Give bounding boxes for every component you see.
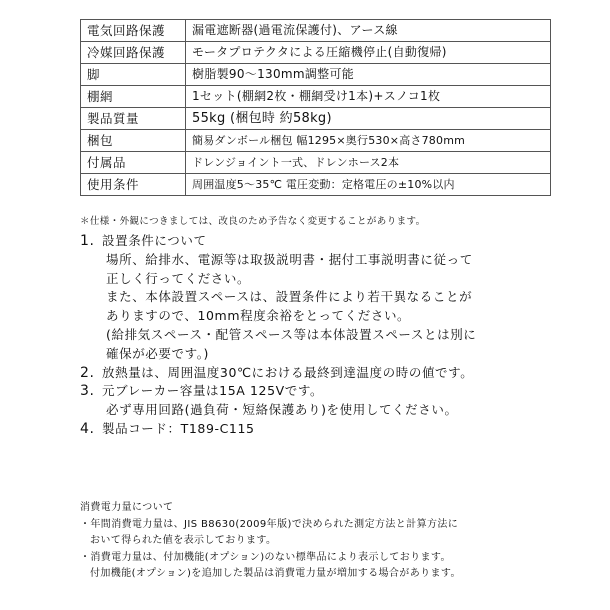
note-number: 3. <box>80 383 95 400</box>
spec-row-packaging <box>81 130 551 152</box>
note-item-3 <box>80 382 600 401</box>
spec-label: 電気回路保護 <box>81 20 186 42</box>
spec-label: 製品質量 <box>81 108 186 130</box>
installation-notes <box>80 232 600 439</box>
power-title: 消費電力量について <box>80 502 174 513</box>
spec-label: 棚網 <box>81 86 186 108</box>
product-code: 製品コード：T189-C115 <box>102 420 255 436</box>
note-line: 正しく行ってください。 <box>106 270 251 286</box>
spec-row-conditions <box>81 174 551 196</box>
power-bullet: ・年間消費電力量は、JIS B8630(2009年版)で決められた測定方法と計算方法に <box>80 518 459 530</box>
note-item-1 <box>80 232 600 251</box>
spec-footnote: ＊仕様・外観につきましては、改良のため予告なく変更することがあります。 <box>80 216 426 227</box>
spec-row-accessories <box>81 152 551 174</box>
note-number: 1. <box>80 233 95 249</box>
spec-row-electrical-protection <box>81 20 551 42</box>
spec-label: 使用条件 <box>81 174 186 196</box>
spec-value: 1セット(棚網2枚・棚網受け1本)+スノコ1枚 <box>186 86 551 108</box>
note-line: また、本体設置スペースは、設置条件により若干異なることが <box>106 289 473 305</box>
spec-value: モータプロテクタによる圧縮機停止(自動復帰) <box>186 42 551 64</box>
note-item-2 <box>80 364 600 383</box>
spec-label: 冷媒回路保護 <box>81 42 186 64</box>
spec-row-weight <box>81 108 551 130</box>
spec-label: 付属品 <box>81 152 186 174</box>
note-line: (給排気スペース・配管スペース等は本体設置スペースとは別に <box>106 326 477 342</box>
spec-row-refrigerant-protection <box>81 42 551 64</box>
power-bullet: ・消費電力量は、付加機能(オプション)のない標準品により表示しております。 <box>80 551 451 563</box>
note-line: ありますので、10mm程度余裕をとってください。 <box>106 308 411 324</box>
spec-table <box>80 19 551 196</box>
spec-value: 55kg (梱包時 約58kg) <box>186 108 551 130</box>
power-bullet-cont: おいて得られた値を表示しております。 <box>90 535 277 546</box>
spec-label: 梱包 <box>81 130 186 152</box>
spec-value: 簡易ダンボール梱包 幅1295×奥行530×高さ780mm <box>186 130 551 152</box>
spec-value: 漏電遮断器(過電流保護付)、アース線 <box>186 20 551 42</box>
power-consumption-notes <box>80 500 461 583</box>
spec-value: 樹脂製90～130mm調整可能 <box>186 64 551 86</box>
note-line: 必ず専用回路(過負荷・短絡保護あり)を使用してください。 <box>106 402 458 418</box>
spec-row-legs <box>81 64 551 86</box>
note-line: 場所、給排水、電源等は取扱説明書・据付工事説明書に従って <box>106 251 473 267</box>
spec-value: ドレンジョイント一式、ドレンホース2本 <box>186 152 551 174</box>
note-item-4 <box>80 420 600 439</box>
spec-value: 周囲温度5～35℃ 電圧変動：定格電圧の±10%以内 <box>186 174 551 196</box>
note-title: 設置条件について <box>102 233 207 248</box>
note-line: 確保が必要です。) <box>106 345 210 361</box>
note-text: 放熱量は、周囲温度30℃における最終到達温度の時の値です。 <box>102 364 474 380</box>
note-number: 2. <box>80 364 95 381</box>
note-number: 4. <box>80 420 95 437</box>
power-bullet-cont: 付加機能(オプション)を追加した製品は消費電力量が増加する場合があります。 <box>90 568 461 579</box>
note-text: 元ブレーカー容量は15A 125Vです。 <box>102 383 324 399</box>
spec-label: 脚 <box>81 64 186 86</box>
spec-row-shelf <box>81 86 551 108</box>
